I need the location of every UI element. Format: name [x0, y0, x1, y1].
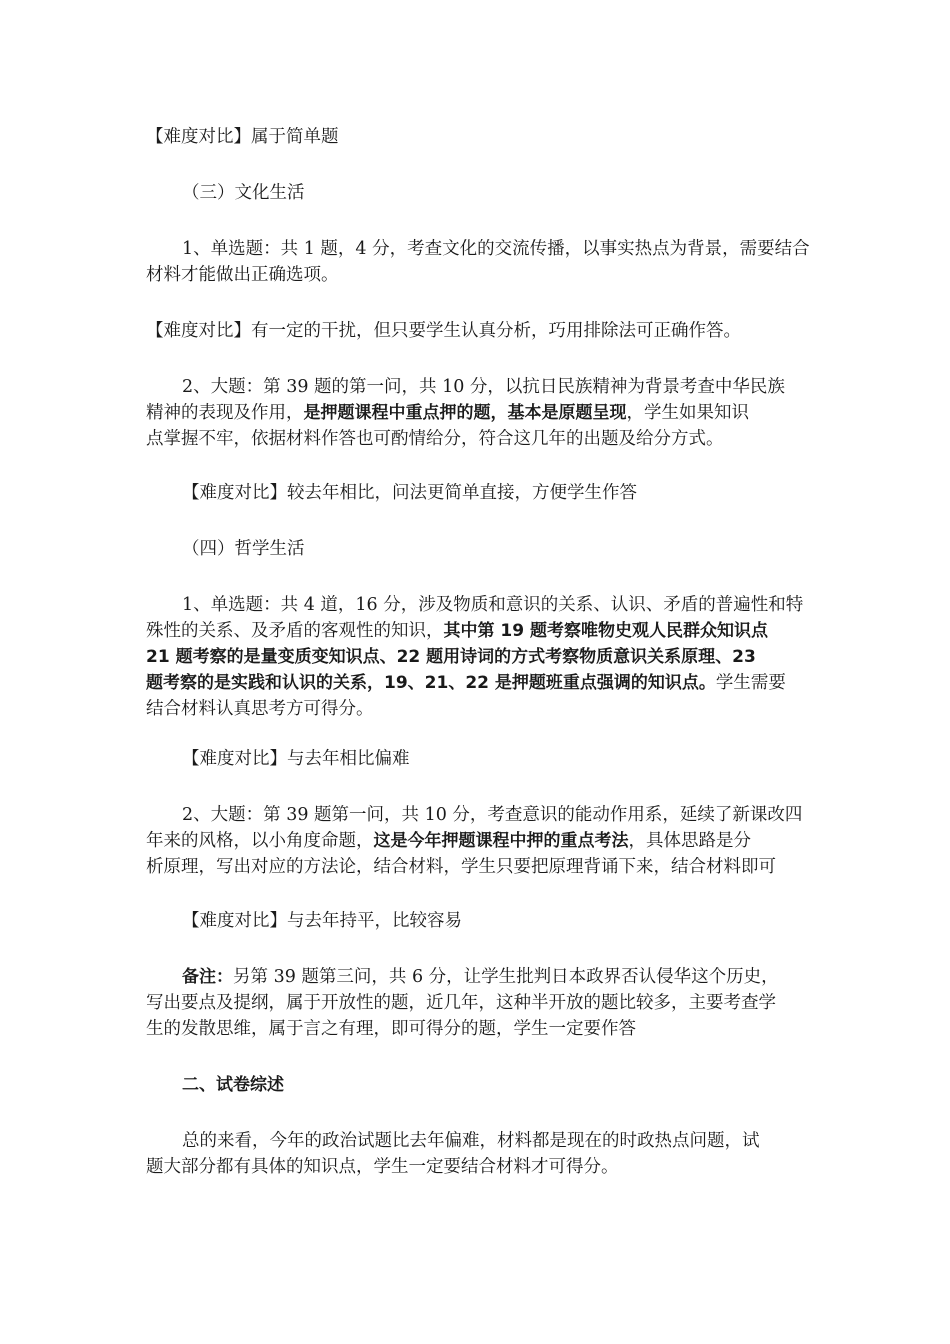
- philosophy-essay-paragraph: 2、大题：第 39 题第一问，共 10 分，考查意识的能动作用系，延续了新课改四 年来的风格，以小角度命题，这是今年押题课程中押的重点考法，具体思路是分 析原理，写出对应的方法论，结合材料，学生只要把原理背诵下来，结合材料即可: [146, 805, 803, 877]
- difficulty-note-4: 【难度对比】与去年相比偏难: [182, 749, 410, 769]
- difficulty-note-2: 【难度对比】有一定的干扰，但只要学生认真分析，巧用排除法可正确作答。: [146, 321, 741, 341]
- section-heading-philosophy: （四）哲学生活: [182, 539, 305, 559]
- bold-highlight: 这是今年押题课程中押的重点考法: [373, 831, 629, 851]
- culture-single-choice-paragraph: 1、单选题：共 1 题，4 分，考查文化的交流传播，以事实热点为背景，需要结合 材料才能做出正确选项。: [146, 239, 810, 285]
- bold-highlight: 21 题考察的是量变质变知识点、22 题用诗词的方式考察物质意识关系原理、23: [146, 647, 756, 667]
- difficulty-note-5: 【难度对比】与去年持平，比较容易: [182, 911, 462, 931]
- section-heading-culture: （三）文化生活: [182, 183, 305, 203]
- bold-highlight: 题考察的是实践和认识的关系，19、21、22 是押题班重点强调的知识点。: [146, 673, 716, 693]
- remark-label: 备注：: [182, 967, 233, 987]
- bold-highlight: 是押题课程中重点押的题，基本是原题呈现: [303, 403, 627, 423]
- bold-highlight: 其中第 19 题考察唯物史观人民群众知识点: [443, 621, 768, 641]
- section-heading-summary: 二、试卷综述: [182, 1075, 284, 1095]
- summary-paragraph: 总的来看，今年的政治试题比去年偏难，材料都是现在的时政热点问题，试 题大部分都有具体的知识点，学生一定要结合材料才可得分。: [146, 1131, 760, 1177]
- remark-paragraph: 备注：另第 39 题第三问，共 6 分，让学生批判日本政界否认侵华这个历史， 写出要点及提纲，属于开放性的题，近几年，这种半开放的题比较多，主要考查学 生的发散思维，属于言之有理，即可得分的题，学生一定要作答: [146, 967, 779, 1039]
- difficulty-note-1: 【难度对比】属于简单题: [146, 127, 339, 147]
- difficulty-note-3: 【难度对比】较去年相比，问法更简单直接，方便学生作答: [182, 483, 637, 503]
- culture-essay-paragraph: 2、大题：第 39 题的第一问，共 10 分，以抗日民族精神为背景考查中华民族 精神的表现及作用，是押题课程中重点押的题，基本是原题呈现，学生如果知识 点掌握不牢，依据材料作答也可酌情给分，符合这几年的出题及给分方式。: [146, 377, 785, 449]
- philosophy-single-choice-paragraph: 1、单选题：共 4 道，16 分，涉及物质和意识的关系、认识、矛盾的普遍性和特 殊性的关系、及矛盾的客观性的知识，其中第 19 题考察唯物史观人民群众知识点 21 题考察的是量变质变知识点、22 题用诗词的方式考察物质意识关系原理、23 题考察的是实践和认识的关系，19、21、22 是押题班重点强调的知识点。学生需要 结合材料认真思考方可得分。: [146, 595, 804, 719]
